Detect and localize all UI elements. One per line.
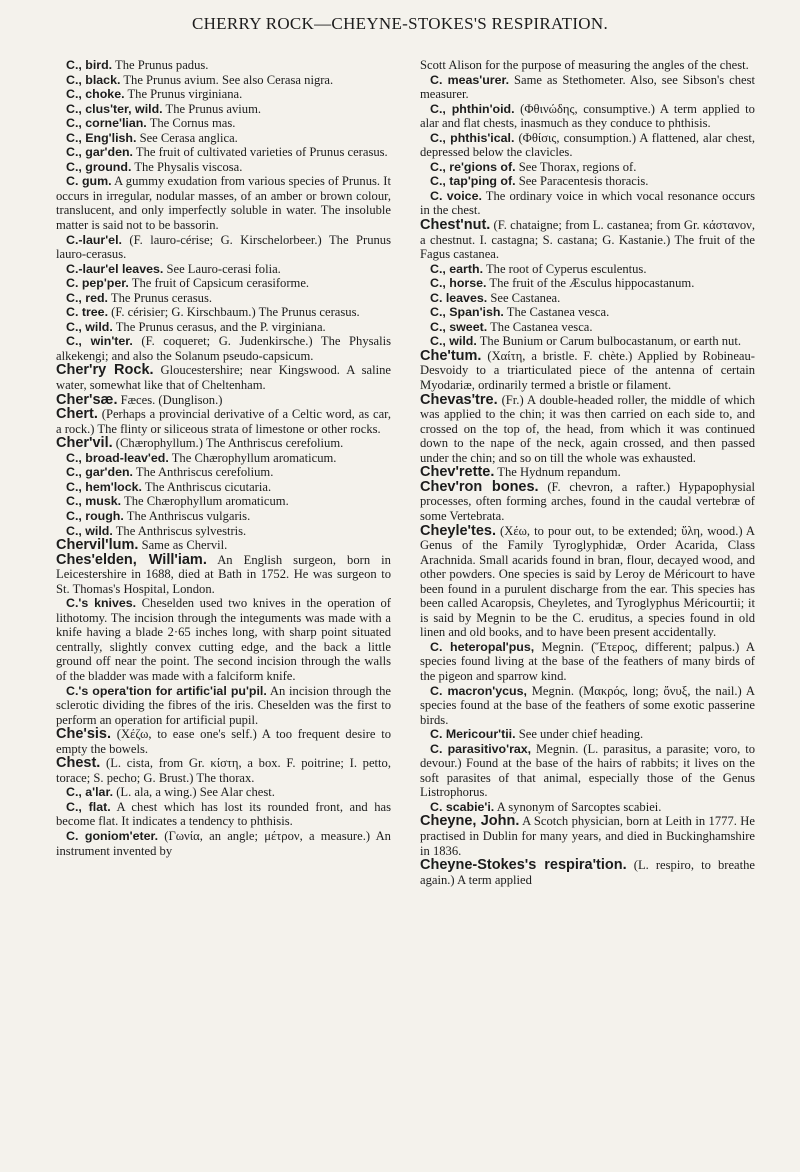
entry-definition: (Perhaps a provincial derivative of a Celtic word, as car, a rock.) The flinty or siliceous strata of limestone or other rocks.	[56, 407, 391, 436]
entry-headword: C., horse.	[430, 276, 487, 291]
entry-definition: (F. chataigne; from L. castanea; from Gr. κάστανον, a chestnut. I. castagna; S. castana; G. Kastanie.) The fruit of the Fagus castanea.	[420, 218, 755, 262]
entry-definition: The Castanea vesca.	[506, 305, 610, 320]
entry-headword: C. tree.	[66, 305, 109, 320]
entry-definition: The Cornus mas.	[149, 116, 236, 131]
main-entry	[56, 363, 391, 392]
entry-headword: Cher'ry Rock.	[56, 362, 154, 379]
entry-definition: A Scotch physician, born at Leith in 1777. He practised in Dublin for many years, and died in Buckinghamshire in 1836.	[420, 814, 755, 858]
entry-headword: Chest'nut.	[420, 217, 491, 234]
entry-headword: C., sweet.	[430, 319, 488, 334]
sub-entry	[420, 684, 755, 728]
entry-headword: C., win'ter.	[66, 334, 133, 349]
entry-headword: C., earth.	[430, 261, 484, 276]
main-entry	[56, 727, 391, 756]
entry-definition: Same as Chervil.	[141, 538, 228, 553]
entry-headword: Chevas'tre.	[420, 391, 498, 408]
entry-definition: (Φθινώδης, consumptive.) A term applied to alar and flat chests, inasmuch as they conduce to phthisis.	[420, 101, 755, 131]
sub-entry	[56, 73, 391, 88]
entry-headword: Chert.	[56, 406, 98, 423]
entry-headword: C. gum.	[66, 174, 112, 189]
sub-entry	[56, 291, 391, 306]
entry-definition: The Prunus cerasus.	[110, 290, 212, 305]
main-entry	[420, 524, 755, 640]
sub-entry	[56, 320, 391, 335]
sub-entry	[56, 58, 391, 73]
sub-entry	[56, 465, 391, 480]
sub-entry	[420, 742, 755, 800]
right-column	[420, 58, 755, 887]
entry-headword: C., Span'ish.	[430, 305, 504, 320]
entry-definition: An English surgeon, born in Leicestershire in 1688, died at Bath in 1752. He was surgeon to St. Thomas's Hospital, London.	[56, 552, 391, 596]
sub-entry	[56, 174, 391, 232]
entry-definition: See Lauro-cerasi folia.	[166, 261, 281, 276]
entry-definition: The Anthriscus sylvestris.	[115, 523, 247, 538]
sub-entry	[56, 785, 391, 800]
entry-headword: Chervil'lum.	[56, 537, 139, 554]
entry-headword: Chev'ron bones.	[420, 478, 539, 495]
sub-entry	[420, 320, 755, 335]
entry-headword: Cheyle'tes.	[420, 522, 496, 539]
sub-entry	[420, 58, 755, 73]
entry-definition: An incision through the sclerotic dividing the fibres of the iris. Cheselden was the first to perform an operation for artificial pupil.	[56, 683, 392, 727]
entry-headword: C., gar'den.	[66, 145, 133, 160]
sub-entry	[56, 160, 391, 175]
entry-definition: Megnin. (Ἕτερος, different; palpus.) A species found living at the base of the feathers of many birds of the pigeon and sparrow kind.	[420, 639, 755, 683]
entry-definition: The Castanea vesca.	[490, 319, 593, 334]
entry-definition: The Hydnum repandum.	[497, 465, 621, 480]
entry-headword: C., broad-leav'ed.	[66, 450, 169, 465]
entry-definition: (F. chevron, a rafter.) Hypapophysial processes, often forming arches, found in the caudal vertebræ of some Vertebrata.	[420, 479, 755, 523]
entry-headword: C. Mericour'tii.	[430, 727, 516, 742]
main-entry	[56, 407, 391, 436]
entry-definition: The Chærophyllum aromaticum.	[171, 450, 337, 465]
entry-definition: The fruit of the Æsculus hippocastanum.	[489, 276, 695, 291]
entry-headword: C., bird.	[66, 58, 113, 72]
entry-definition: Megnin. (L. parasitus, a parasite; voro, to devour.) Found at the base of the hairs of rabbits; it lives on the soft parasites of that animal, especially those of the Genus Listrophorus.	[420, 741, 755, 800]
sub-entry	[420, 640, 755, 684]
entry-headword: C., a'lar.	[66, 785, 114, 800]
entry-headword: C. heteropal'pus,	[430, 639, 535, 654]
main-entry	[420, 393, 755, 466]
sub-entry	[56, 262, 391, 277]
sub-entry	[56, 87, 391, 102]
entry-definition: Scott Alison for the purpose of measuring the angles of the chest.	[420, 58, 749, 72]
main-entry	[56, 538, 391, 553]
entry-definition: (Fr.) A double-headed roller, the middle of which was applied to the chin; it was then carried on each side to, and crossed on the top of, the head, from which it was continued down to the nape of the neck, again crossed, and then passed under the chin; and so on till the whole was exhausted.	[420, 392, 755, 465]
entry-definition: Megnin. (Μακρός, long; ὄνυξ, the nail.) A species found at the base of the feathers of some exotic passerine birds.	[420, 683, 755, 727]
entry-headword: Cheyne-Stokes's respira'tion.	[420, 857, 627, 874]
main-entry	[420, 218, 755, 262]
entry-definition: The fruit of cultivated varieties of Prunus cerasus.	[135, 145, 388, 160]
sub-entry	[56, 800, 391, 829]
entry-definition: A gummy exudation from various species of Prunus. It occurs in irregular, nodular masses, of an amber or brown colour, translucent, and only imperfectly soluble in water. The insoluble matter is said not to be bassorin.	[56, 174, 391, 233]
entry-definition: (Chærophyllum.) The Anthriscus cerefolium.	[115, 436, 344, 451]
entry-definition: (Χαίτη, a bristle. F. chète.) Applied by Robineau-Desvoidy to a triarticulated piece of the antenna of certain Myodariæ, ordinarily termed a bristle or filament.	[420, 348, 756, 393]
entry-headword: C., clus'ter, wild.	[66, 101, 163, 116]
entry-definition: The fruit of Capsicum cerasiforme.	[131, 276, 310, 291]
entry-definition: The Prunus avium. See also Cerasa nigra.	[123, 72, 334, 87]
sub-entry	[56, 480, 391, 495]
sub-entry	[420, 174, 755, 189]
entry-headword: C.-laur'el.	[66, 232, 122, 247]
sub-entry	[56, 451, 391, 466]
entry-headword: C., black.	[66, 72, 121, 87]
sub-entry	[420, 262, 755, 277]
entry-headword: C. pep'per.	[66, 276, 129, 291]
entry-headword: C.-laur'el leaves.	[66, 261, 164, 276]
sub-entry	[420, 291, 755, 306]
entry-headword: C., Eng'lish.	[66, 130, 137, 145]
sub-entry	[56, 829, 391, 858]
entry-headword: C. meas'urer.	[430, 72, 510, 87]
entry-headword: Cher'sæ.	[56, 391, 118, 408]
entry-definition: (L. ala, a wing.) See Alar chest.	[116, 785, 275, 800]
sub-entry	[420, 334, 755, 349]
entry-definition: The Bunium or Carum bulbocastanum, or earth nut.	[479, 334, 741, 349]
main-entry	[420, 465, 755, 480]
entry-headword: C., ground.	[66, 159, 132, 174]
entry-definition: Cheselden used two knives in the operation of lithotomy. The incision through the integuments was made with a knife having a blade 2·65 inches long, with sharp point situated centrally, slightly convex cutting edge, and the back a little ground off near the point. The second incision through the walls of the bladder was made with a falciform knife.	[56, 596, 391, 683]
entry-definition: (Γωνία, an angle; μέτρον, a measure.) An instrument invented by	[56, 828, 391, 858]
main-entry	[420, 858, 755, 887]
entry-definition: (L. respiro, to breathe again.) A term applied	[420, 858, 756, 887]
entry-headword: Cher'vil.	[56, 435, 113, 452]
sub-entry	[56, 305, 391, 320]
sub-entry	[420, 73, 755, 102]
sub-entry	[56, 494, 391, 509]
entry-definition: The root of Cyperus esculentus.	[485, 261, 647, 276]
sub-entry	[420, 800, 755, 815]
entry-headword: C., wild.	[66, 523, 113, 538]
entry-definition: (F. cérisier; G. Kirschbaum.) The Prunus cerasus.	[111, 305, 360, 320]
entry-headword: C., hem'lock.	[66, 479, 142, 494]
sub-entry	[420, 102, 755, 131]
entry-headword: C., musk.	[66, 494, 122, 509]
entry-headword: C., rough.	[66, 508, 124, 523]
entry-headword: Chev'rette.	[420, 464, 495, 481]
entry-headword: C., wild.	[430, 334, 477, 349]
entry-headword: C. goniom'eter.	[66, 828, 159, 843]
entry-definition: The Anthriscus cicutaria.	[144, 479, 272, 494]
entry-definition: See under chief heading.	[518, 727, 644, 742]
entry-definition: See Thorax, regions of.	[518, 159, 637, 174]
sub-entry	[56, 276, 391, 291]
sub-entry	[420, 276, 755, 291]
sub-entry	[56, 524, 391, 539]
sub-entry	[56, 131, 391, 146]
entry-definition: The Prunus cerasus, and the P. virginiana.	[115, 319, 326, 334]
entry-headword: C. scabie'i.	[430, 799, 495, 814]
sub-entry	[56, 145, 391, 160]
entry-definition: The Chærophyllum aromaticum.	[124, 494, 289, 509]
entry-definition: The Anthriscus cerefolium.	[135, 465, 274, 480]
entry-definition: (Φθίσις, consumption.) A flattened, alar chest, depressed below the clavicles.	[420, 130, 755, 160]
entry-definition: The Physalis viscosa.	[134, 159, 243, 174]
entry-headword: C.'s opera'tion for artific'ial pu'pil.	[66, 683, 267, 698]
entry-headword: C., wild.	[66, 319, 113, 334]
sub-entry	[56, 596, 391, 683]
sub-entry	[56, 233, 391, 262]
entry-headword: C., phthis'ical.	[430, 130, 515, 145]
entry-headword: C., gar'den.	[66, 465, 133, 480]
entry-definition: Gloucestershire; near Kingswood. A saline water, somewhat like that of Cheltenham.	[56, 363, 391, 393]
sub-entry	[56, 334, 391, 363]
main-entry	[56, 436, 391, 451]
entry-definition: (F. coqueret; G. Judenkirsche.) The Physalis alkekengi; and also the Solanum pseudo-capsicum.	[56, 334, 392, 363]
entry-headword: C., tap'ping of.	[430, 174, 516, 189]
entry-headword: C., choke.	[66, 87, 125, 102]
entry-headword: C.'s knives.	[66, 596, 137, 611]
sub-entry	[56, 509, 391, 524]
entry-headword: C., re'gions of.	[430, 159, 516, 174]
entry-definition: (L. cista, from Gr. κίστη, a box. F. poitrine; I. petto, torace; S. pecho; G. Brust.) The thorax.	[56, 756, 392, 785]
entry-headword: Che'tum.	[420, 347, 482, 364]
sub-entry	[56, 102, 391, 117]
entry-definition: A chest which has lost its rounded front, and has become flat. It indicates a tendency to phthisis.	[56, 799, 391, 829]
left-column	[56, 58, 391, 858]
sub-entry	[56, 684, 391, 728]
entry-headword: Ches'elden, Will'iam.	[56, 551, 207, 568]
entry-definition: Fæces. (Dunglison.)	[120, 392, 223, 407]
entry-definition: (F. lauro-cérise; G. Kirschelorbeer.) The Prunus lauro-cerasus.	[56, 232, 391, 262]
sub-entry	[420, 305, 755, 320]
entry-definition: A synonym of Sarcoptes scabiei.	[496, 799, 662, 814]
sub-entry	[56, 116, 391, 131]
entry-definition: See Paracentesis thoracis.	[518, 174, 649, 189]
entry-headword: C., corne'lian.	[66, 116, 147, 131]
running-header: CHERRY ROCK—CHEYNE-STOKES'S RESPIRATION.	[191, 14, 609, 33]
entry-definition: Same as Stethometer. Also, see Sibson's chest measurer.	[420, 72, 755, 102]
entry-definition: See Castanea.	[490, 290, 561, 305]
entry-definition: (Χέω, to pour out, to be extended; ὕλη, wood.) A Genus of the Family Tyroglyphidæ, Order Acarida, Class Arachnida. Small acarids found in bran, flour, decayed wood, and other powders. One species is said by Leroy de Méricourt to have been found in a purulent discharge from the ear. This species has been called Acaropsis, Cheyletes, and Tyroglyphus Méricourtii; it is said by Megnin to be the C. eruditus, a species found in old linen and old books, and to have been present accidentally.	[420, 523, 755, 640]
main-entry	[56, 756, 391, 785]
sub-entry	[420, 189, 755, 218]
sub-entry	[420, 131, 755, 160]
entry-headword: Chest.	[56, 755, 101, 772]
main-entry	[420, 814, 755, 858]
entry-definition: The Prunus avium.	[165, 101, 262, 116]
entry-headword: C., phthin'oid.	[430, 101, 515, 116]
main-entry	[56, 393, 391, 408]
main-entry	[56, 553, 391, 597]
entry-definition: See Cerasa anglica.	[139, 130, 238, 145]
entry-headword: Cheyne, John.	[420, 813, 520, 830]
entry-headword: C. macron'ycus,	[430, 683, 527, 698]
entry-headword: Che'sis.	[56, 726, 112, 743]
entry-definition: The ordinary voice in which vocal resonance occurs in the chest.	[420, 188, 755, 218]
main-entry	[420, 349, 755, 393]
entry-definition: The Prunus virginiana.	[127, 87, 243, 102]
entry-definition: The Anthriscus vulgaris.	[126, 508, 251, 523]
entry-headword: C. voice.	[430, 188, 482, 203]
main-entry	[420, 480, 755, 524]
sub-entry	[420, 160, 755, 175]
entry-headword: C., flat.	[66, 799, 111, 814]
entry-definition: (Χέζω, to ease one's self.) A too frequent desire to empty the bowels.	[56, 727, 392, 756]
entry-headword: C. parasitivo'rax,	[430, 741, 532, 756]
entry-definition: The Prunus padus.	[115, 58, 209, 72]
entry-headword: C. leaves.	[430, 290, 488, 305]
entry-headword: C., red.	[66, 290, 108, 305]
sub-entry	[420, 727, 755, 742]
